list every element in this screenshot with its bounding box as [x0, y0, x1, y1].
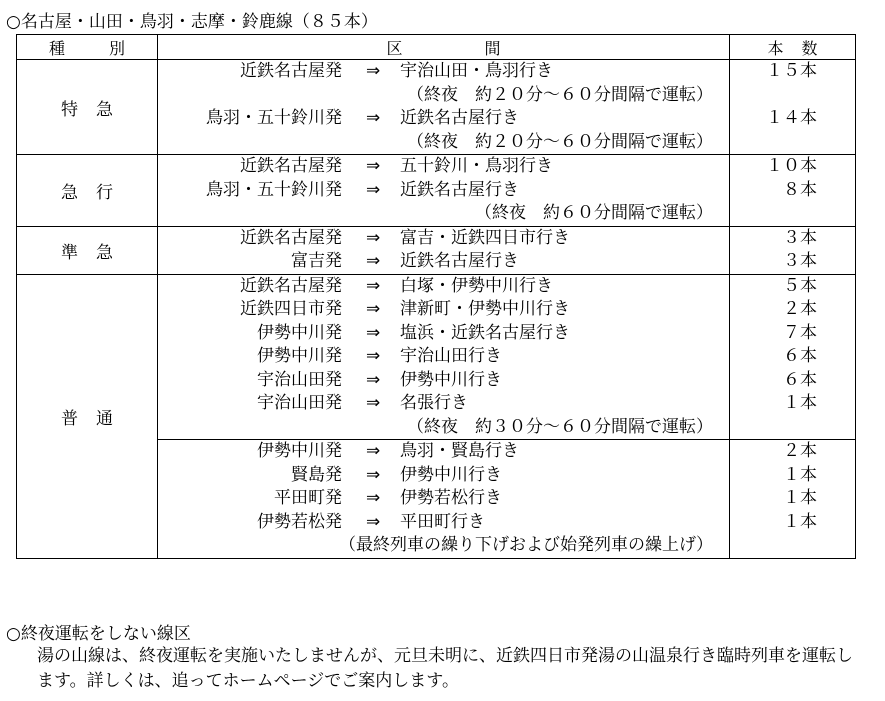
train-count: ３本 [783, 251, 817, 271]
note-text: （終夜 約３０分～６０分間隔で運転） [407, 416, 713, 437]
route-line [158, 464, 729, 488]
destination: 近鉄名古屋行き [400, 179, 519, 200]
train-count: １４本 [766, 108, 817, 128]
route-line [158, 179, 729, 203]
group-row-express [17, 155, 856, 227]
arrow-icon: ⇒ [366, 511, 381, 532]
route-cell [158, 155, 730, 227]
destination: 伊勢若松行き [400, 488, 502, 508]
route-note [158, 534, 729, 558]
route-line [158, 369, 729, 393]
origin: 近鉄名古屋発 [240, 61, 342, 81]
train-count: １５本 [766, 61, 817, 81]
route-line [158, 275, 729, 299]
train-type-cell [17, 274, 158, 558]
arrow-icon: ⇒ [366, 369, 381, 390]
train-count: ５本 [783, 275, 817, 296]
arrow-icon: ⇒ [366, 108, 381, 128]
origin: 平田町発 [274, 488, 342, 508]
count-cell [730, 155, 856, 227]
train-type-cell [17, 226, 158, 274]
route-note [158, 84, 729, 108]
train-count [730, 416, 855, 440]
destination: 近鉄名古屋行き [400, 251, 519, 271]
route-line [158, 392, 729, 416]
origin: 近鉄名古屋発 [240, 227, 342, 248]
origin: 伊勢中川発 [257, 346, 342, 366]
train-type [17, 238, 157, 263]
route-note [158, 131, 729, 155]
arrow-icon: ⇒ [366, 227, 381, 248]
train-type-char: 特 [61, 99, 78, 120]
origin: 伊勢中川発 [257, 322, 342, 343]
header-type: 種 別 [17, 35, 158, 60]
train-type-char: 行 [96, 182, 113, 203]
destination: 白塚・伊勢中川行き [400, 275, 553, 296]
route-line [158, 511, 729, 535]
arrow-icon: ⇒ [366, 393, 381, 413]
train-type [17, 178, 157, 203]
count-cell [730, 274, 856, 440]
destination: 塩浜・近鉄名古屋行き [400, 322, 570, 343]
route-line [158, 60, 729, 84]
count-cell [730, 226, 856, 274]
timetable [16, 34, 856, 559]
train-count: １０本 [766, 156, 817, 176]
route-note [158, 202, 729, 226]
train-count [730, 131, 855, 155]
note-text: （終夜 約２０分～６０分間隔で運転） [407, 131, 713, 152]
origin: 賢島発 [291, 464, 342, 485]
train-count [730, 534, 855, 558]
count-cell [730, 60, 856, 155]
train-type-char: 急 [96, 242, 113, 263]
origin: 近鉄四日市発 [240, 299, 342, 319]
route-line [158, 345, 729, 369]
train-count: ２本 [783, 299, 817, 319]
train-count: １本 [783, 488, 817, 508]
destination: 伊勢中川行き [400, 464, 502, 485]
arrow-icon: ⇒ [366, 251, 381, 271]
train-type-char: 準 [61, 242, 78, 263]
train-count: ８本 [783, 179, 817, 200]
destination: 近鉄名古屋行き [400, 108, 519, 128]
train-type [17, 404, 157, 429]
arrow-icon: ⇒ [366, 275, 381, 296]
note-text: （終夜 約６０分間隔で運転） [475, 203, 713, 223]
count-cell [730, 440, 856, 559]
destination: 伊勢中川行き [400, 369, 502, 390]
destination: 鳥羽・賢島行き [400, 441, 519, 461]
origin: 伊勢若松発 [257, 511, 342, 532]
origin: 宇治山田発 [257, 369, 342, 390]
route-line [158, 298, 729, 322]
route-cell [158, 226, 730, 274]
train-type-char: 通 [96, 408, 113, 429]
route-cell [158, 440, 730, 559]
origin: 鳥羽・五十鈴川発 [206, 179, 342, 200]
destination: 平田町行き [400, 511, 485, 532]
destination: 名張行き [400, 393, 468, 413]
footer-text: 湯の山線は、終夜運転を実施いたしませんが、元旦未明に、近鉄四日市発湯の山温泉行き臨時列車を運転します。詳しくは、追ってホームページでご案内します。 [37, 646, 853, 691]
route-line [158, 155, 729, 179]
origin: 富吉発 [291, 251, 342, 271]
arrow-icon: ⇒ [366, 464, 381, 485]
arrow-icon: ⇒ [366, 488, 381, 508]
train-type [17, 95, 157, 120]
route-line [158, 250, 729, 274]
train-count: １本 [783, 464, 817, 485]
footer-title: ○終夜運転をしない線区 [6, 624, 191, 644]
group-row-local [17, 274, 856, 440]
destination: 富吉・近鉄四日市行き [400, 227, 570, 248]
header-section: 区 間 [158, 35, 730, 60]
arrow-icon: ⇒ [366, 299, 381, 319]
route-note [158, 416, 729, 440]
origin: 近鉄名古屋発 [240, 156, 342, 176]
arrow-icon: ⇒ [366, 322, 381, 343]
group-row-semi-express [17, 226, 856, 274]
route-line [158, 440, 729, 464]
train-type-char: 急 [61, 182, 78, 203]
train-type-char: 普 [61, 408, 78, 429]
page-title: ○名古屋・山田・鳥羽・志摩・鈴鹿線（８５本） [6, 12, 378, 32]
arrow-icon: ⇒ [366, 61, 381, 81]
origin: 宇治山田発 [257, 393, 342, 413]
train-type-cell [17, 155, 158, 227]
arrow-icon: ⇒ [366, 156, 381, 176]
train-type-cell [17, 60, 158, 155]
train-count: ６本 [783, 369, 817, 390]
origin: 近鉄名古屋発 [240, 275, 342, 296]
arrow-icon: ⇒ [366, 179, 381, 200]
train-count: ７本 [783, 322, 817, 343]
train-count: １本 [783, 511, 817, 532]
origin: 鳥羽・五十鈴川発 [206, 108, 342, 128]
route-cell [158, 60, 730, 155]
route-cell [158, 274, 730, 440]
train-count: ２本 [783, 441, 817, 461]
train-count: ３本 [783, 227, 817, 248]
route-line [158, 227, 729, 251]
note-text: （最終列車の繰り下げおよび始発列車の繰上げ） [339, 535, 713, 555]
header-count: 本 数 [730, 35, 856, 60]
arrow-icon: ⇒ [366, 346, 381, 366]
destination: 宇治山田・鳥羽行き [400, 61, 553, 81]
destination: 宇治山田行き [400, 346, 502, 366]
route-line [158, 107, 729, 131]
train-count [730, 84, 855, 108]
header-row [17, 35, 856, 60]
group-row-limited-express [17, 60, 856, 155]
note-text: （終夜 約２０分～６０分間隔で運転） [407, 84, 713, 105]
train-count: ６本 [783, 346, 817, 366]
train-type-char: 急 [96, 99, 113, 120]
route-line [158, 322, 729, 346]
arrow-icon: ⇒ [366, 441, 381, 461]
destination: 津新町・伊勢中川行き [400, 299, 570, 319]
destination: 五十鈴川・鳥羽行き [400, 156, 553, 176]
route-line [158, 487, 729, 511]
train-count [730, 202, 855, 226]
origin: 伊勢中川発 [257, 441, 342, 461]
train-count: １本 [783, 393, 817, 413]
